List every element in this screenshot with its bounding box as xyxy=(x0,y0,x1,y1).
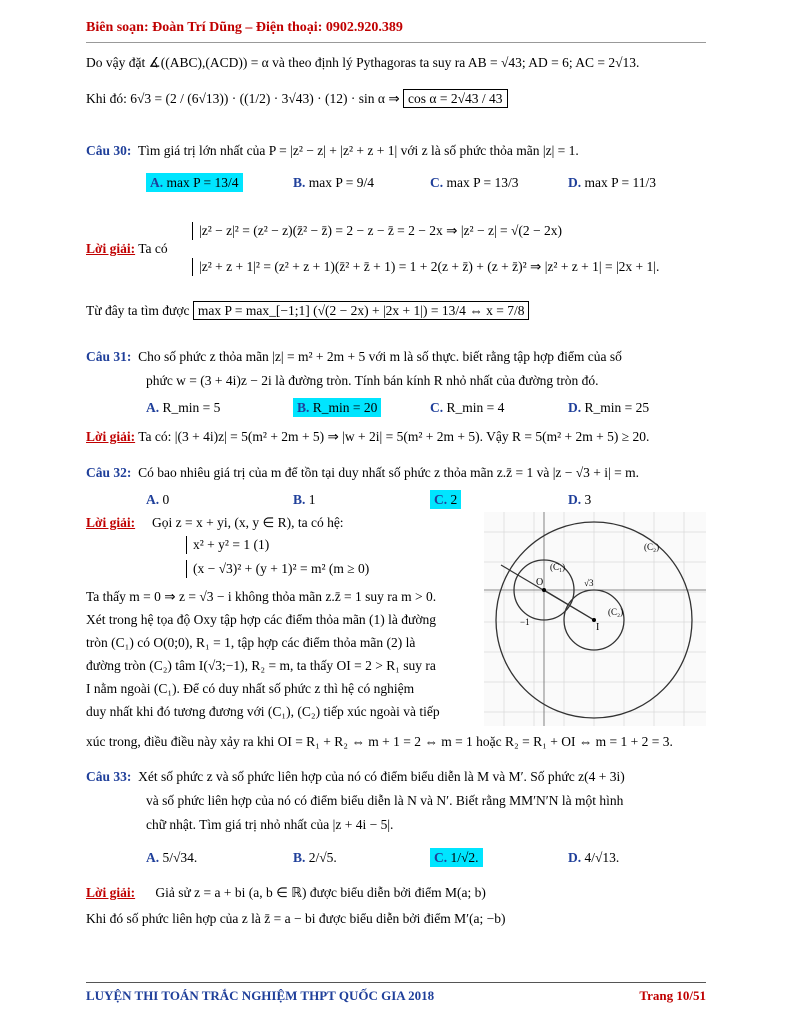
q33-stem-2: và số phức liên hợp của nó có điểm biểu diễn là N và N′. Biết rằng MM′N′N là một hình xyxy=(146,793,624,808)
intro-eq: Khi đó: 6√3 = (2 / (6√13)) · ((1/2) · 3√43) · (12) · sin α ⇒ xyxy=(86,91,400,106)
q32-option-b[interactable]: B. 1 xyxy=(293,492,316,507)
q33-stem: Câu 33: Xét số phức z và số phức liên hợp của nó có điểm biểu diễn là M và M′. Số phức z(4 + 3i) xyxy=(86,769,625,784)
q32-para-4: đường tròn (C₂) tâm I(√3;−1), R₂ = m, ta thấy OI = 2 > R₁ suy ra xyxy=(86,658,436,673)
q32-system-eq1: x² + y² = 1 (1) xyxy=(186,536,473,554)
cos-alpha-result: cos α = 2√43 / 43 xyxy=(403,89,507,108)
q30-conclusion: Từ đây ta tìm được max P = max_[−1;1] (√(2 − 2x) + |2x + 1|) = 13/4 ⇔ x = 7/8 xyxy=(86,302,708,320)
q33-option-b[interactable]: B. 2/√5. xyxy=(293,850,337,865)
q31-option-d[interactable]: D. R_min = 25 xyxy=(568,400,650,415)
q33-option-a[interactable]: A. 5/√34. xyxy=(146,850,198,865)
q31-solution: Lời giải: Ta có: |(3 + 4i)z| = 5(m² + 2m + 5) ⇒ |w + 2i| = 5(m² + 2m + 5). Vậy R = 5(m² + 2m + 5) ≥ 20. xyxy=(86,429,650,444)
q31-option-c[interactable]: C. R_min = 4 xyxy=(430,400,505,415)
q32-system-eq2: (x − √3)² + (y + 1)² = m² (m ≥ 0) xyxy=(186,560,473,578)
q30-option-d[interactable]: D. max P = 11/3 xyxy=(568,175,656,190)
q30-stem xyxy=(86,142,708,160)
q32-stem: Câu 32: Có bao nhiêu giá trị của m để tồn tại duy nhất số phức z thỏa mãn z.z̄ = 1 và |z − √3 + i| = m. xyxy=(86,465,639,480)
q30-eq1: |z² − z|² = (z² − z)(z̄² − z̄) = 2 − z − z̄ = 2 − 2x ⇒ |z² − z| = √(2 − 2x) xyxy=(192,222,699,240)
q31-option-b[interactable]: B. R_min = 20 xyxy=(293,400,381,416)
q33-option-d[interactable]: D. 4/√13. xyxy=(568,850,620,865)
q32-option-a[interactable]: A. 0 xyxy=(146,492,170,507)
q32-para-1: Ta thấy m = 0 ⇒ z = √3 − i không thỏa mãn z.z̄ = 1 suy ra m > 0. xyxy=(86,589,437,604)
intro-line-2 xyxy=(86,90,708,108)
label-O: O xyxy=(536,577,544,588)
footer-divider xyxy=(86,982,706,983)
q32-para-6: duy nhất khi đó tương đương với (C₁), (C₂) tiếp xúc ngoài và tiếp xyxy=(86,704,440,719)
label-c2-large: (C₂) xyxy=(644,542,660,552)
q33-solution: Lời giải: Giả sử z = a + bi (a, b ∈ ℝ) được biểu diễn bởi điểm M(a; b) xyxy=(86,885,486,900)
label-minus1: −1 xyxy=(520,617,530,627)
q31-stem-2: phức w = (3 + 4i)z − 2i là đường tròn. Tính bán kính R nhỏ nhất của đường tròn đó. xyxy=(146,373,599,388)
q33-option-c[interactable]: C. 1/√2. xyxy=(430,850,483,866)
question-label: Câu 30: xyxy=(86,143,132,158)
q32-para-2: Xét trong hệ tọa độ Oxy tập hợp các điểm thỏa mãn (1) là đường xyxy=(86,612,436,627)
circle-diagram xyxy=(484,512,706,726)
label-I: I xyxy=(596,622,600,633)
q31-stem: Câu 31: Cho số phức z thỏa mãn |z| = m² + 2m + 5 với m là số thực. biết rằng tập hợp điểm của số xyxy=(86,349,622,364)
q30-option-c[interactable]: C. max P = 13/3 xyxy=(430,175,519,190)
q32-para-3: tròn (C₁) có O(0;0), R₁ = 1, tập hợp các điểm thỏa mãn (2) là xyxy=(86,635,416,650)
q33-solution-2: Khi đó số phức liên hợp của z là z̄ = a − bi được biểu diễn bởi điểm M′(a; −b) xyxy=(86,911,506,926)
page-header: Biên soạn: Đoàn Trí Dũng – Điện thoại: 0902.920.389 xyxy=(86,20,403,35)
q32-solution-intro: Lời giải: Gọi z = x + yi, (x, y ∈ R), ta có hệ: xyxy=(86,515,344,530)
q30-eq2: |z² + z + 1|² = (z² + z + 1)(z̄² + z̄ + 1) = 1 + 2(z + z̄) + (z + z̄)² ⇒ |z² + z + 1| = |2x + 1|. xyxy=(192,258,699,276)
q30-max-box: max P = max_[−1;1] (√(2 − 2x) + |2x + 1|) = 13/4 ⇔ x = 7/8 xyxy=(193,301,530,320)
label-c2-small: (C₂) xyxy=(608,607,624,617)
q32-option-c[interactable]: C. 2 xyxy=(430,492,461,508)
q30-option-a[interactable]: A. max P = 13/4 xyxy=(146,175,243,191)
q32-para-7: xúc trong, điều điều này xảy ra khi OI = R₁ + R₂ ⇔ m + 1 = 2 ⇔ m = 1 hoặc R₂ = R₁ + OI ⇔ m = 1 + 2 = 3. xyxy=(86,734,673,749)
question-text: Tìm giá trị lớn nhất của P = |z² − z| + |z² + z + 1| với z là số phức thỏa mãn |z| = 1. xyxy=(137,143,579,158)
q32-option-d[interactable]: D. 3 xyxy=(568,492,592,507)
q30-solution-label: Lời giải: Ta có xyxy=(86,241,168,256)
q30-option-b[interactable]: B. max P = 9/4 xyxy=(293,175,375,190)
intro-line: Do vậy đặt ∡((ABC),(ACD)) = α và theo định lý Pythagoras ta suy ra AB = √43; AD = 6; AC = 2√13. xyxy=(86,55,640,70)
page-number: Trang 10/51 xyxy=(639,988,706,1003)
header-divider xyxy=(86,42,706,43)
q32-para-5: I nằm ngoài (C₁). Để có duy nhất số phức z thì hệ có nghiệm xyxy=(86,681,415,696)
q31-option-a[interactable]: A. R_min = 5 xyxy=(146,400,221,415)
q33-stem-3: chữ nhật. Tìm giá trị nhỏ nhất của |z + 4i − 5|. xyxy=(146,817,394,832)
footer-title: LUYỆN THI TOÁN TRẮC NGHIỆM THPT QUỐC GIA 2018 xyxy=(86,988,435,1003)
label-c1: (C₁) xyxy=(550,562,566,572)
label-sqrt3: √3 xyxy=(584,578,594,588)
